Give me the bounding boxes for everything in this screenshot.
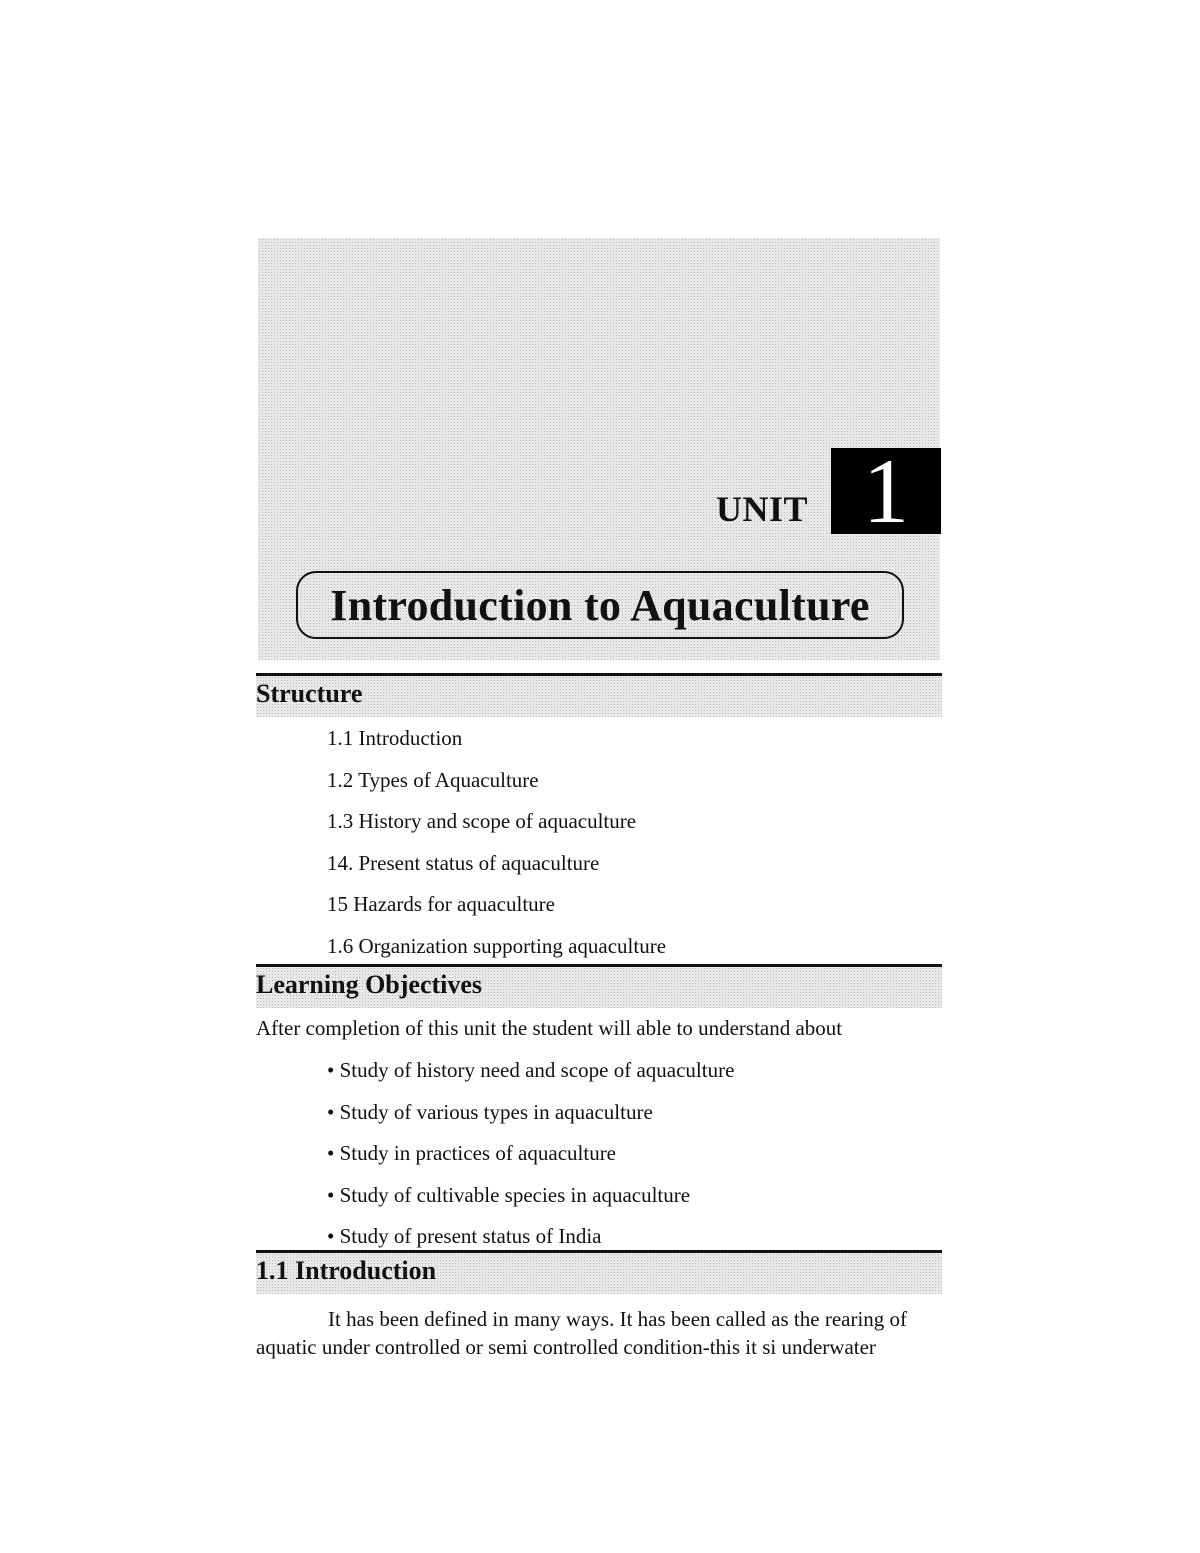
structure-item: 1.1 Introduction bbox=[327, 726, 463, 750]
objectives-heading: Learning Objectives bbox=[256, 967, 942, 1008]
structure-item: 1.3 History and scope of aquaculture bbox=[327, 809, 637, 834]
unit-label: UNIT bbox=[716, 489, 809, 529]
objective-item: • Study of present status of India bbox=[327, 1224, 602, 1249]
objectives-section-header bbox=[256, 964, 942, 1008]
objectives-list bbox=[327, 1058, 734, 1266]
paragraph-line: It has been defined in many ways. It has been called as the rearing of bbox=[328, 1307, 908, 1331]
introduction-section-header bbox=[256, 1250, 942, 1294]
objective-item: • Study of history need and scope of aquaculture bbox=[327, 1058, 735, 1082]
objective-item: • Study of various types in aquaculture bbox=[327, 1099, 653, 1124]
structure-item: 14. Present status of aquaculture bbox=[327, 850, 600, 875]
unit-number-badge: 1 bbox=[831, 448, 941, 534]
chapter-title-frame bbox=[296, 571, 904, 639]
introduction-heading: 1.1 Introduction bbox=[256, 1253, 942, 1294]
introduction-paragraph bbox=[256, 1306, 944, 1362]
paragraph-line: aquatic under controlled or semi controlled condition-this it si underwater bbox=[256, 1335, 876, 1359]
structure-heading: Structure bbox=[256, 676, 942, 717]
objectives-intro-text: After completion of this unit the student will able to understand about bbox=[256, 1016, 843, 1040]
structure-list bbox=[327, 726, 666, 976]
structure-item: 1.6 Organization supporting aquaculture bbox=[327, 933, 667, 958]
structure-item: 1.2 Types of Aquaculture bbox=[327, 767, 539, 792]
objective-item: • Study in practices of aquaculture bbox=[327, 1141, 617, 1166]
objective-item: • Study of cultivable species in aquaculture bbox=[327, 1182, 691, 1207]
structure-section-header bbox=[256, 673, 942, 717]
structure-item: 15 Hazards for aquaculture bbox=[327, 892, 555, 917]
chapter-title: Introduction to Aquaculture bbox=[330, 580, 870, 630]
